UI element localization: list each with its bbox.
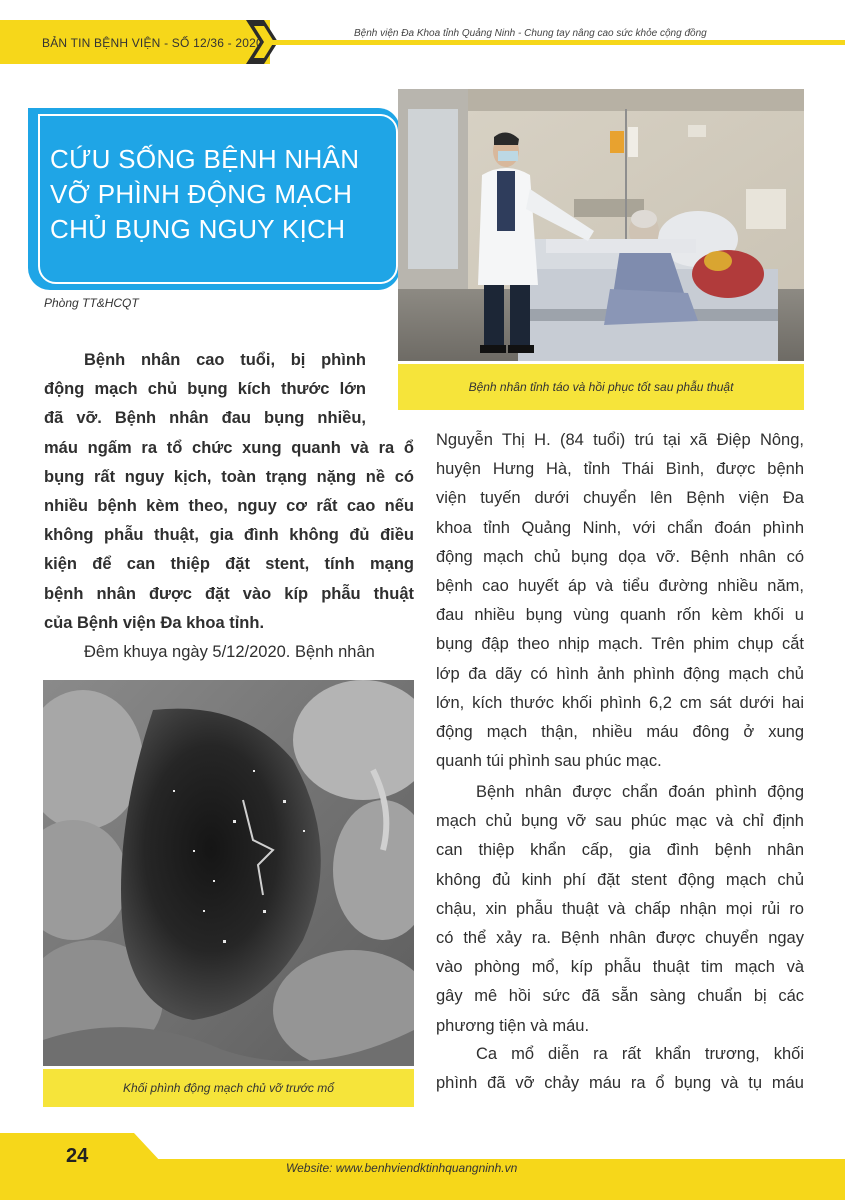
lead-line: không phẫu thuật, gia đình không đủ điều xyxy=(44,526,414,545)
lead-line: bệnh nhân được đặt vào kíp phẫu thuật xyxy=(44,584,414,603)
title-line: VỠ PHÌNH ĐỘNG MẠCH xyxy=(50,179,353,209)
paragraph-start xyxy=(84,638,414,667)
lead-line: nhiều bệnh kèm theo, nguy cơ rất cao nếu xyxy=(44,497,414,516)
paragraph-line: lớp đa dãy có hình ảnh phình động mạch chủ xyxy=(436,664,804,683)
patient-recovery-photo xyxy=(398,89,804,361)
paragraph-line: bệnh cao huyết áp và tiểu đường nhiều năm, xyxy=(436,577,804,596)
paragraph-line: Ca mổ diễn ra rất khẩn trương, khối xyxy=(476,1045,804,1063)
paragraph-line: khoa tỉnh Quảng Ninh, với chẩn đoán phình xyxy=(436,518,804,537)
newsletter-issue: BẢN TIN BỆNH VIỆN - SỐ 12/36 - 2020 xyxy=(42,36,263,50)
paragraph-line: Đêm khuya ngày 5/12/2020. Bệnh nhân xyxy=(84,643,375,661)
paragraph-2 xyxy=(436,778,804,1041)
hospital-motto: Bệnh viện Đa Khoa tỉnh Quảng Ninh - Chung tay nâng cao sức khỏe cộng đồng xyxy=(354,28,707,39)
paragraph-line: Nguyễn Thị H. (84 tuổi) trú tại xã Điệp Nông, xyxy=(436,431,804,449)
paragraph-line: quanh túi phình sau phúc mạc. xyxy=(436,752,662,771)
paragraph-1 xyxy=(436,426,804,776)
paragraph-line: chậu, xin phẫu thuật và chấp nhận mọi rủi ro xyxy=(436,899,804,918)
paragraph-line: phình đã vỡ chảy máu ra ổ bụng và tụ máu xyxy=(436,1074,804,1093)
paragraph-line: động mạch chủ bụng dọa vỡ. Bệnh nhân có xyxy=(436,547,804,566)
paragraph-line: Bệnh nhân được chẩn đoán phình động xyxy=(476,783,804,801)
paragraph-line: can thiệp khẩn cấp, gia đình bệnh nhân xyxy=(436,841,804,860)
paragraph-line: động mạch thận, nhiều máu đông ở xung xyxy=(436,723,804,742)
paragraph-line: huyện Hưng Hà, tỉnh Thái Bình, được bệnh xyxy=(436,460,804,479)
lead-line: động mạch chủ bụng kích thước lớn xyxy=(44,380,366,399)
page-number: 24 xyxy=(66,1145,89,1167)
ruptured-aneurysm-photo xyxy=(43,680,414,1066)
lead-line: đã vỡ. Bệnh nhân đau bụng nhiều, xyxy=(44,409,366,428)
paragraph-line: bụng đập theo nhịp mạch. Trên phim chụp cắt xyxy=(436,635,804,654)
paragraph-line: đau nhiều bụng vùng quanh rốn kèm khối u xyxy=(436,606,804,625)
paragraph-line: vào phòng mổ, kíp phẫu thuật tim mạch và xyxy=(436,958,804,977)
photo-caption: Khối phình động mạch chủ vỡ trước mổ xyxy=(43,1069,414,1107)
paragraph-line: viện tuyến dưới chuyển lên Bệnh viện Đa xyxy=(436,489,804,508)
byline: Phòng TT&HCQT xyxy=(44,296,139,310)
article-title xyxy=(50,142,390,247)
lead-line: máu ngấm ra tổ chức xung quanh và ra ổ xyxy=(44,438,414,457)
lead-paragraph xyxy=(44,346,414,638)
lead-line: kiện để can thiệp đặt stent, tính mạng xyxy=(44,555,414,574)
website-link[interactable]: Website: www.benhviendktinhquangninh.vn xyxy=(286,1161,518,1175)
title-line: CỨU SỐNG BỆNH NHÂN xyxy=(50,144,360,174)
paragraph-line: mạch chủ bụng vỡ sau phúc mạc và chỉ định xyxy=(436,812,804,831)
paragraph-3 xyxy=(436,1040,804,1098)
paragraph-line: có thể xảy ra. Bệnh nhân được chuyển ngay xyxy=(436,929,804,948)
paragraph-line: gây mê hồi sức đã sẵn sàng chuẩn bị các xyxy=(436,987,804,1006)
title-line: CHỦ BỤNG NGUY KỊCH xyxy=(50,214,346,244)
lead-line: của Bệnh viện Đa khoa tỉnh. xyxy=(44,613,265,632)
photo-caption: Bệnh nhân tỉnh táo và hồi phục tốt sau phẫu thuật xyxy=(398,364,804,410)
paragraph-line: không đủ kinh phí đặt stent động mạch chủ xyxy=(436,870,804,889)
paragraph-line: phương tiện và máu. xyxy=(436,1016,590,1035)
paragraph-line: lớn, kích thước khối phình 6,2 cm sát dưới hai xyxy=(436,693,804,712)
lead-line: Bệnh nhân cao tuổi, bị phình xyxy=(84,351,366,369)
header-rule xyxy=(272,40,845,45)
lead-line: bụng rất nguy kịch, toàn trạng nặng nề có xyxy=(44,467,414,486)
